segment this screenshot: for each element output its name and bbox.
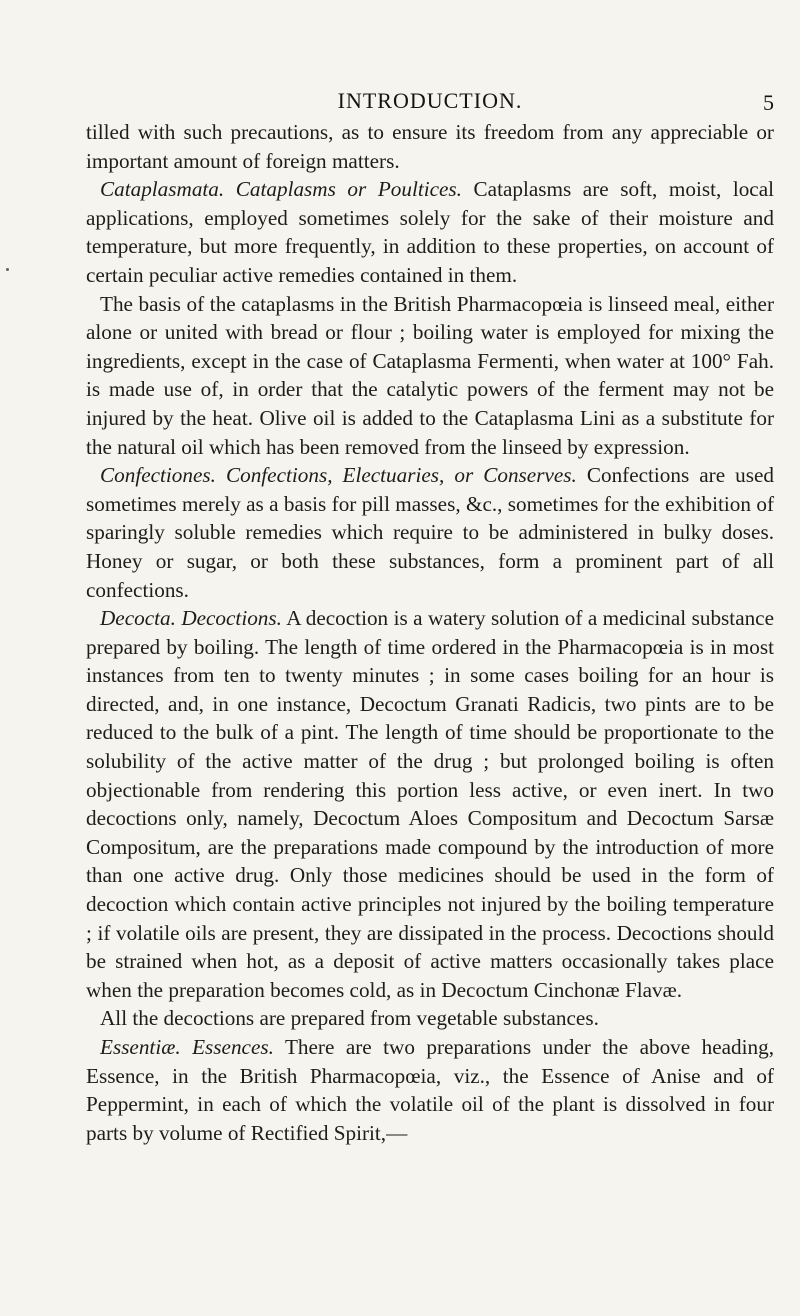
body-text: [86, 118, 774, 1147]
paragraph-decoctions: [86, 604, 774, 1004]
paragraph-text: Confections are used sometimes merely as a basis for pill masses, &c., sometimes for the exhibition of sparingly soluble remedies which require to be administered in bulky doses. Honey or sugar, or both these substances, form a prominent part of all confections.: [86, 463, 775, 602]
paragraph-text: The basis of the cataplasms in the British Pharmacopœia is linseed meal, either alone or united with bread or flour ; boiling water is employed for mixing the ingredients, except in the case of Cataplasma Fermenti, when water at 100° Fah. is made use of, in order that the catalytic powers of the ferment may not be injured by the heat. Olive oil is added to the Cataplasma Lini as a substitute for the natural oil which has been removed from the linseed by expression.: [86, 291, 774, 459]
english-heading: Decoctions.: [181, 606, 282, 631]
margin-speck: [6, 268, 9, 271]
english-heading: Essences.: [192, 1035, 274, 1059]
page-number: 5: [763, 90, 774, 115]
paragraph-cataplasms: [86, 175, 774, 289]
paragraph-cataplasm-basis: [86, 290, 774, 462]
running-title: INTRODUCTION.: [337, 88, 523, 113]
paragraph-text: A decoction is a watery solution of a medicinal substance prepared by boiling. The length of time ordered in the Pharmacopœia is in most instances from ten to twenty minutes ; in some cases boiling for an hour is directed, and, in one instance, Decoctum Granati Radicis, two pints are to be reduced to the bulk of a pint. The length of time should be proportionate to the solubility of the active matter of the drug ; but prolonged boiling is often objectionable from rendering this portion less active, or even inert. In two decoctions only, namely, Decoctum Aloes Compositum and Decoctum Sarsæ Compositum, are the preparations made compound by the introduction of more than one active drug. Only those medicines should be used in the form of decoction which contain active principles not injured by the boiling temperature ; if volatile oils are present, they are dissipated in the process. Decoctions should be strained when hot, as a deposit of active matters occasionally takes place when the preparation becomes cold, as in Decoctum Cinchonæ Flavæ.: [86, 606, 774, 1002]
paragraph-text: tilled with such precautions, as to ensure its freedom from any appreciable or important amount of foreign matters.: [86, 120, 774, 173]
latin-heading: Cataplasmata.: [100, 177, 225, 202]
paragraph-decoctions-note: [86, 1004, 774, 1033]
latin-heading: Decocta.: [100, 606, 176, 631]
paragraph-text: Cataplasms are soft, moist, local applications, employed sometimes solely for the sake of their moisture and temperature, but more frequently, in addition to these properties, on account of certain peculiar active remedies contained in them.: [86, 177, 775, 287]
paragraph-text: There are two preparations under the above heading, Essence, in the British Pharmacopœia, viz., the Essence of Anise and of Peppermint, in each of which the volatile oil of the plant is dissolved in four parts by volume of Rectified Spirit,—: [86, 1035, 775, 1145]
english-heading: Confections, Electuaries, or Conserves.: [225, 463, 577, 488]
paragraph-confections: [86, 461, 774, 604]
paragraph-text: All the decoctions are prepared from vegetable substances.: [100, 1006, 599, 1031]
latin-heading: Confectiones.: [100, 463, 216, 488]
paragraph-continuation: [86, 118, 774, 175]
paragraph-essences: [86, 1033, 774, 1147]
page-header: [86, 78, 774, 114]
english-heading: Cataplasms or Poultices.: [235, 177, 462, 202]
latin-heading: Essentiæ.: [100, 1035, 181, 1059]
